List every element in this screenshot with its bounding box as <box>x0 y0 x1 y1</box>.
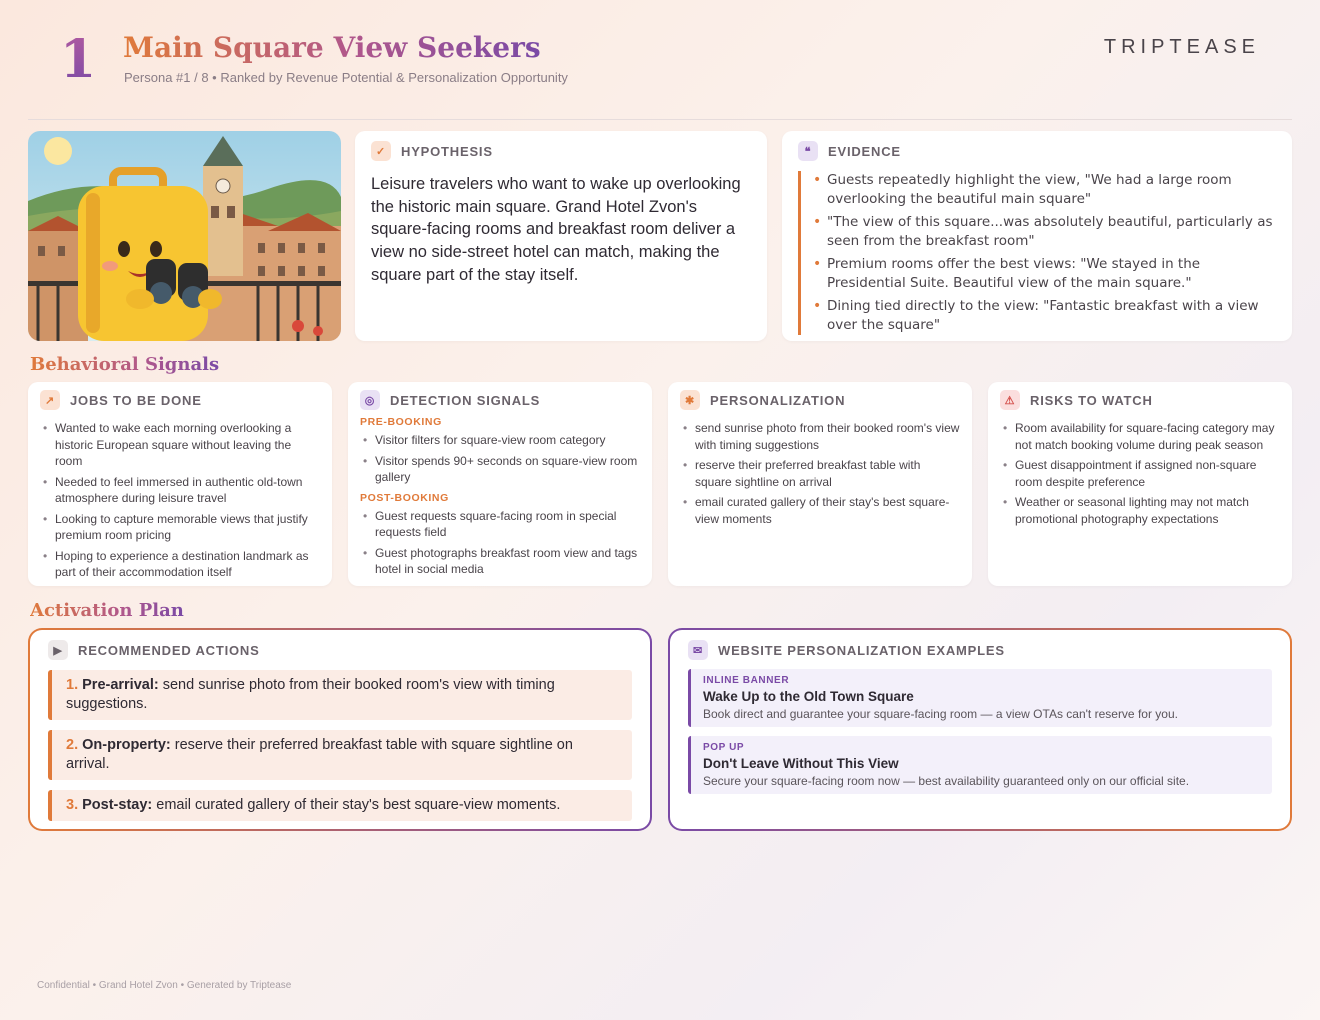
detection-label: DETECTION SIGNALS <box>390 392 541 408</box>
evidence-label: EVIDENCE <box>828 143 901 159</box>
action-number: 1. <box>66 677 79 693</box>
list-item: • Needed to feel immersed in authentic old-town atmosphere during leisure travel <box>40 474 320 507</box>
list-item: • email curated gallery of their stay's best square-view moments <box>680 494 960 527</box>
action-title: On-property: <box>82 737 171 753</box>
play-icon: ▶ <box>48 640 68 660</box>
list-item: • Room availability for square-facing category may not match booking volume during peak season <box>1000 420 1280 453</box>
action-text: email curated gallery of their stay's best square-view moments. <box>152 797 561 813</box>
example-pop-up <box>688 736 1272 794</box>
action-number: 2. <box>66 737 79 753</box>
examples-label: WEBSITE PERSONALIZATION EXAMPLES <box>718 642 1005 658</box>
activation-plan-heading: Activation Plan <box>30 600 184 621</box>
hypothesis-text: Leisure travelers who want to wake up overlooking the historic main square. Grand Hotel Zvon's square-facing rooms and breakfast room deliver a view no side-street hotel can match, making the square part of the stay itself. <box>371 175 741 284</box>
list-item: • Wanted to wake each morning overlooking a historic European square without leaving the room <box>40 420 320 470</box>
action-item <box>48 730 632 780</box>
action-item <box>48 670 632 720</box>
page-title: Main Square View Seekers <box>123 31 541 64</box>
list-item: • Visitor filters for square-view room category <box>360 432 640 449</box>
personalization-card <box>668 382 972 586</box>
example-description: Secure your square-facing room now — best availability guaranteed only on our official site. <box>703 774 1190 788</box>
sparkle-icon: ✱ <box>680 390 700 410</box>
arrow-up-right-icon: ↗ <box>40 390 60 410</box>
action-item <box>48 790 632 821</box>
page-header <box>28 0 1292 120</box>
list-item: • Looking to capture memorable views that justify premium room pricing <box>40 511 320 544</box>
footer-text: Confidential • Grand Hotel Zvon • Generated by Triptease <box>37 980 292 991</box>
jobs-card <box>28 382 332 586</box>
list-item: • Guest requests square-facing room in special requests field <box>360 508 640 541</box>
envelope-icon: ✉ <box>688 640 708 660</box>
action-title: Pre-arrival: <box>82 677 159 693</box>
evidence-card <box>782 131 1292 341</box>
example-inline-banner <box>688 669 1272 727</box>
example-type: INLINE BANNER <box>703 675 790 686</box>
pre-booking-label: PRE-BOOKING <box>360 416 442 428</box>
list-item: • reserve their preferred breakfast table with square sightline on arrival <box>680 457 960 490</box>
recommended-actions-card <box>28 628 652 831</box>
evidence-item: • Dining tied directly to the view: "Fantastic breakfast with a view over the square" <box>813 297 1276 335</box>
target-icon: ◎ <box>360 390 380 410</box>
persona-illustration <box>28 131 341 341</box>
evidence-item: • "The view of this square...was absolutely beautiful, particularly as seen from the breakfast room" <box>813 213 1276 251</box>
warning-icon: ⚠ <box>1000 390 1020 410</box>
hypothesis-label: HYPOTHESIS <box>401 143 493 159</box>
persona-rank: 1 <box>60 29 97 90</box>
jobs-label: JOBS TO BE DONE <box>70 392 202 408</box>
risks-label: RISKS TO WATCH <box>1030 392 1153 408</box>
check-icon: ✓ <box>371 141 391 161</box>
action-title: Post-stay: <box>82 797 153 813</box>
personalization-label: PERSONALIZATION <box>710 392 846 408</box>
risks-card <box>988 382 1292 586</box>
example-type: POP UP <box>703 742 745 753</box>
list-item: • Visitor spends 90+ seconds on square-view room gallery <box>360 453 640 486</box>
example-title: Don't Leave Without This View <box>703 756 899 771</box>
example-title: Wake Up to the Old Town Square <box>703 689 914 704</box>
list-item: • send sunrise photo from their booked room's view with timing suggestions <box>680 420 960 453</box>
list-item: • Weather or seasonal lighting may not match promotional photography expectations <box>1000 494 1280 527</box>
list-item: • Guest disappointment if assigned non-square room despite preference <box>1000 457 1280 490</box>
hypothesis-card <box>355 131 767 341</box>
example-description: Book direct and guarantee your square-facing room — a view OTAs can't reserve for you. <box>703 707 1178 721</box>
page-subtitle: Persona #1 / 8 • Ranked by Revenue Potential & Personalization Opportunity <box>124 70 568 85</box>
quote-icon: ❝ <box>798 141 818 161</box>
behavioral-signals-heading: Behavioral Signals <box>30 354 220 375</box>
list-item: • Hoping to experience a destination landmark as part of their accommodation itself <box>40 548 320 581</box>
action-text: send sunrise photo from their booked room's view with timing suggestions. <box>66 677 555 712</box>
website-personalization-card <box>668 628 1292 831</box>
brand-logo: TRIPTEASE <box>1103 36 1260 58</box>
action-text: reserve their preferred breakfast table with square sightline on arrival. <box>66 737 573 772</box>
post-booking-label: POST-BOOKING <box>360 491 449 504</box>
actions-label: RECOMMENDED ACTIONS <box>78 642 260 658</box>
list-item: • Guest photographs breakfast room view and tags hotel in social media <box>360 545 640 578</box>
evidence-list <box>798 171 1276 335</box>
action-number: 3. <box>66 797 79 813</box>
detection-card <box>348 382 652 586</box>
evidence-item: • Premium rooms offer the best views: "We stayed in the Presidential Suite. Beautiful view of the main square." <box>813 255 1276 293</box>
evidence-item: • Guests repeatedly highlight the view, "We had a large room overlooking the beautiful main square" <box>813 171 1276 209</box>
